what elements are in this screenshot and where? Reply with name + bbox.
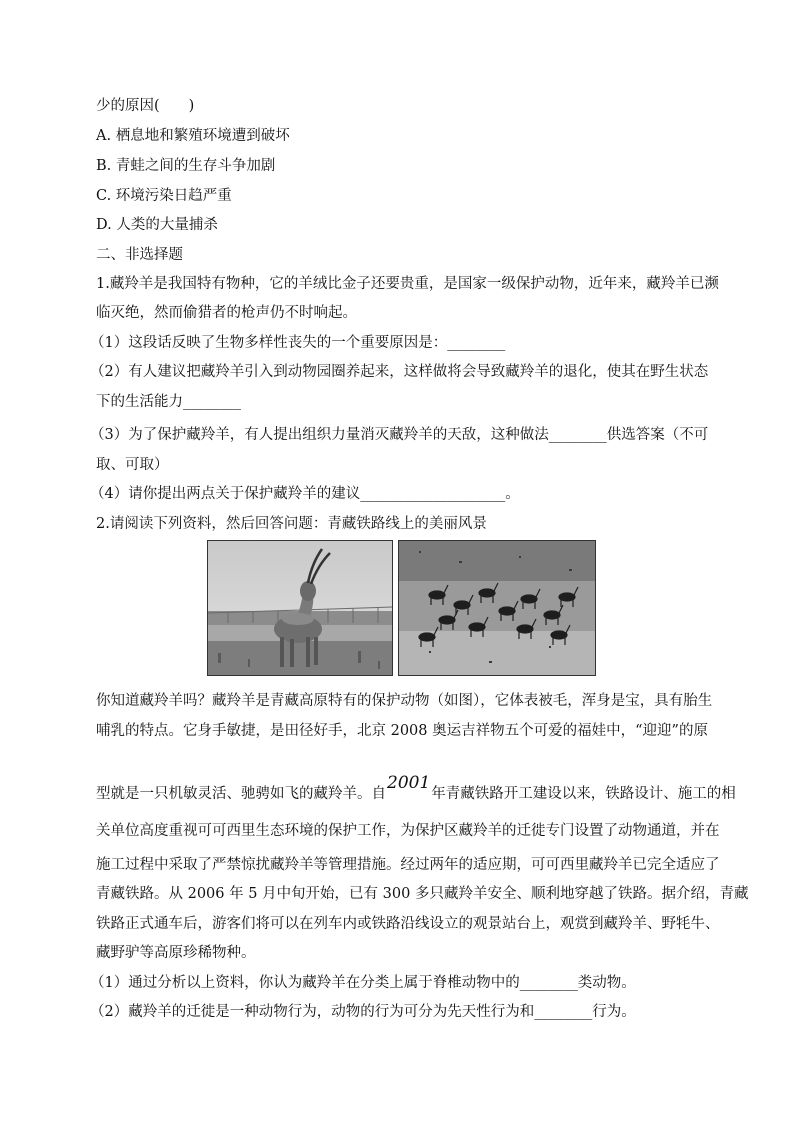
passage-line6: 青藏铁路。从 2006 年 5 月中旬开始，已有 300 多只藏羚羊安全、顺利地穿越了铁路。据介绍，青藏 [96,886,749,902]
antelope-photo [207,540,393,676]
passage-line2: 哺乳的特点。它身手敏捷，是田径好手，北京 2008 奥运吉祥物五个可爱的福娃中，“迎迎”的原 [96,723,708,739]
antelope-herd-photo [398,540,596,676]
option-d: D. 人类的大量捕杀 [96,217,218,233]
option-a: A. 栖息地和繁殖环境遭到破坏 [96,128,290,144]
question-stem-tail: 少的原因( ) [96,98,195,114]
passage-line3-end: 年青藏铁路开工建设以来，铁路设计、施工的相 [431,786,736,802]
q1-sub3-line1: （3）为了保护藏羚羊，有人提出组织力量消灭藏羚羊的天敌，这种做法________供选答案（不可 [90,427,709,443]
q1-sub3-line2: 取、可取） [96,457,169,473]
q2-sub2: （2）藏羚羊的迁徙是一种动物行为，动物的行为可分为先天性行为和________行为。 [90,1004,636,1020]
year-2001: 2001 [387,773,431,793]
q1-sub2-line2: 下的生活能力________ [96,394,241,410]
passage-line5: 施工过程中采取了严禁惊扰藏羚羊等管理措施。经过两年的适应期，可可西里藏羚羊已完全适应了 [96,857,720,873]
option-b: B. 青蛙之间的生存斗争加剧 [96,158,276,174]
passage-line7: 铁路正式通车后，游客们将可以在列车内或铁路沿线设立的观景站台上，观赏到藏羚羊、野牦牛、 [96,916,720,932]
q2-sub1: （1）通过分析以上资料，你认为藏羚羊在分类上属于脊椎动物中的________类动物。 [90,975,636,991]
q2-intro: 2.请阅读下列资料，然后回答问题：青藏铁路线上的美丽风景 [96,516,487,532]
passage-line8: 藏野驴等高原珍稀物种。 [96,945,256,961]
section-heading: 二、非选择题 [96,247,183,263]
passage-line4: 关单位高度重视可可西里生态环境的保护工作，为保护区藏羚羊的迁徙专门设置了动物通道，并在 [96,823,720,839]
q1-sub2-line1: （2）有人建议把藏羚羊引入到动物园圈养起来，这样做将会导致藏羚羊的退化，使其在野生状态 [90,364,709,380]
q1-text-line1: 1.藏羚羊是我国特有物种，它的羊绒比金子还要贵重，是国家一级保护动物，近年来，藏羚羊已濒 [96,276,719,292]
passage-line3-start: 型就是一只机敏灵活、驰骋如飞的藏羚羊。自 [96,786,386,802]
option-c: C. 环境污染日趋严重 [96,188,232,204]
q1-sub4: （4）请你提出两点关于保护藏羚羊的建议____________________。 [90,486,520,502]
passage-line1: 你知道藏羚羊吗？藏羚羊是青藏高原特有的保护动物（如图），它体表被毛，浑身是宝，具有胎生 [96,693,713,709]
q1-text-line2: 临灭绝，然而偷猎者的枪声仍不时响起。 [96,305,357,321]
passage-line3 [96,773,736,804]
q1-sub1: （1）这段话反映了生物多样性丧失的一个重要原因是：________ [90,335,506,351]
